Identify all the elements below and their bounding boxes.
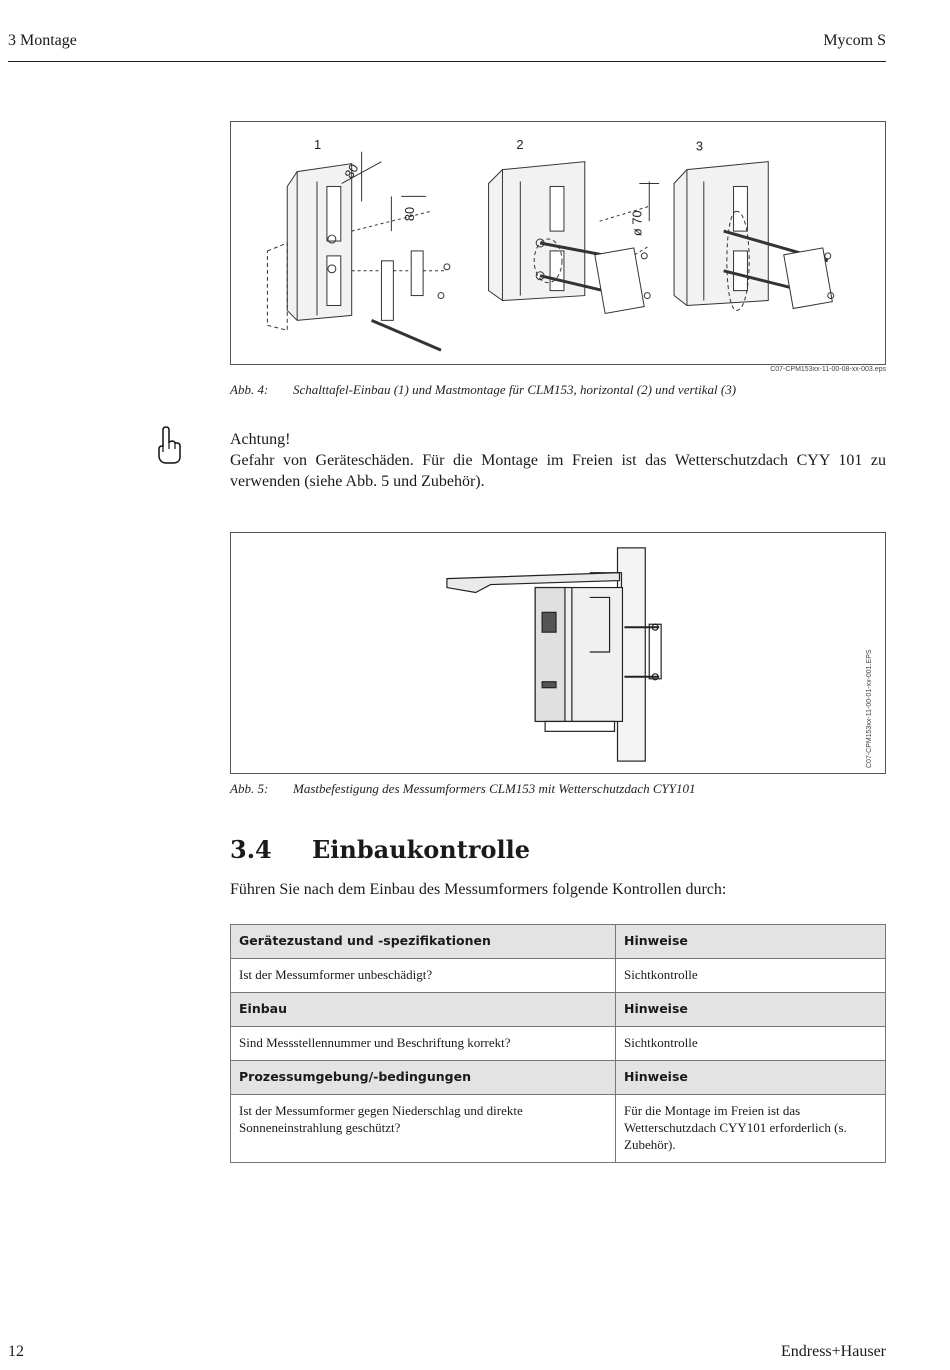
brand-name: Endress+Hauser	[781, 1343, 886, 1360]
table-cell: Sichtkontrolle	[616, 959, 886, 993]
fig-label-1: 1	[314, 136, 322, 152]
figure2-caption	[230, 781, 696, 797]
table-cell: Sichtkontrolle	[616, 1027, 886, 1061]
figure-mounting-options	[230, 121, 886, 365]
pole-clamp	[649, 624, 661, 679]
section-title: Einbaukontrolle	[312, 835, 530, 864]
product-name: Mycom S	[823, 32, 886, 49]
warning-title: Achtung!	[230, 431, 291, 448]
transmitter-pole-horizontal	[489, 162, 660, 314]
table-header-cell: Gerätezustand und -spezifikationen	[231, 925, 616, 959]
figure1-code: C07-CPM153xx-11-00-08-xx-003.eps	[770, 366, 886, 373]
page-header	[8, 32, 886, 62]
dimension-80-b: 80	[402, 206, 418, 222]
weather-cover-drawing	[231, 533, 885, 773]
section-heading	[230, 835, 530, 864]
warning-notice	[230, 429, 886, 492]
table-header-row	[231, 1061, 886, 1095]
fig-label-2: 2	[516, 136, 524, 152]
table-row	[231, 1095, 886, 1163]
table-cell: Ist der Messumformer unbeschädigt?	[231, 959, 616, 993]
warning-body: Gefahr von Geräteschäden. Für die Montage im Freien ist das Wetterschutzdach CYY 101 zu verwenden (siehe Abb. 5 und Zubehör).	[230, 452, 886, 490]
table-header-cell: Hinweise	[616, 993, 886, 1027]
figure2-caption-text: Mastbefestigung des Messumformers CLM153 mit Wetterschutzdach CYY101	[293, 781, 696, 796]
table-header-cell: Hinweise	[616, 1061, 886, 1095]
figure2-caption-number: Abb. 5:	[230, 781, 269, 796]
figure1-caption-number: Abb. 4:	[230, 382, 269, 397]
page-number: 12	[8, 1343, 24, 1360]
section-number: 3.4	[230, 835, 272, 864]
section-intro: Führen Sie nach dem Einbau des Messumformers folgende Kontrollen durch:	[230, 881, 727, 898]
table-row	[231, 1027, 886, 1061]
transmitter-pole-vertical	[674, 162, 834, 311]
dimension-diameter-70: ø 70	[629, 210, 645, 237]
table-header-cell: Prozessumgebung/-bedingungen	[231, 1061, 616, 1095]
fig-label-3: 3	[695, 138, 704, 154]
figure2-code: C07-CPM153xx-11-00-01-xx-001.EPS	[866, 649, 873, 768]
mounting-drawing	[231, 122, 885, 364]
table-cell: Sind Messstellennummer und Beschriftung korrekt?	[231, 1027, 616, 1061]
transmitter-panel-mount	[267, 152, 449, 350]
figure1-caption-text: Schalttafel-Einbau (1) und Mastmontage für CLM153, horizontal (2) und vertikal (3)	[293, 382, 737, 397]
dimension-80-a: 80	[341, 161, 362, 182]
installation-checks-table	[230, 924, 886, 1163]
figure1-caption	[230, 382, 736, 398]
table-header-cell: Hinweise	[616, 925, 886, 959]
table-row	[231, 959, 886, 993]
table-header-row	[231, 925, 886, 959]
table-header-cell: Einbau	[231, 993, 616, 1027]
chapter-title: 3 Montage	[8, 32, 77, 49]
table-cell: Für die Montage im Freien ist das Wetterschutzdach CYY101 erforderlich (s. Zubehör).	[616, 1095, 886, 1163]
figure-weather-cover	[230, 532, 886, 774]
pointing-hand-icon	[154, 425, 184, 465]
table-cell: Ist der Messumformer gegen Niederschlag und direkte Sonneneinstrahlung geschützt?	[231, 1095, 616, 1163]
table-header-row	[231, 993, 886, 1027]
